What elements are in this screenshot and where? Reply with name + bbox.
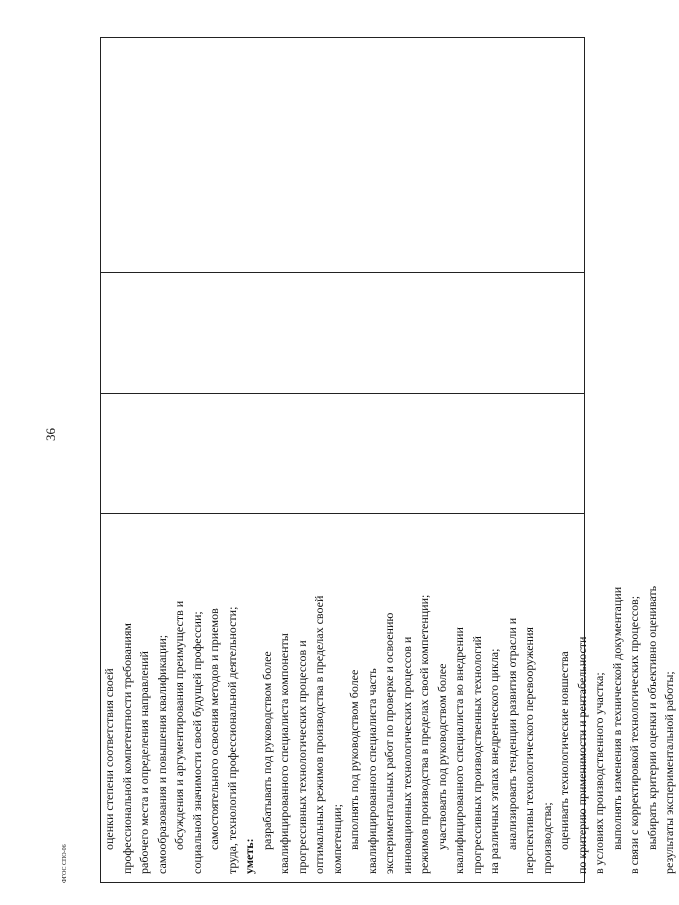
text-line: на различных этапах внедренческого цикла; xyxy=(487,648,501,874)
text-line: анализировать тенденции развития отрасли и xyxy=(504,617,519,850)
page-number: 36 xyxy=(43,428,58,441)
text-line: производства; xyxy=(539,802,554,874)
text-line: прогрессивных производственных технологий xyxy=(469,636,484,874)
text-line: квалифицированного специалиста компоненты xyxy=(277,633,291,874)
text-line: оценки степени соответствия своей xyxy=(102,668,116,850)
text-line: перспективы технологического перевооружения xyxy=(522,627,536,874)
text-line: социальной значимости своей будущей профессии; xyxy=(189,611,204,874)
footer-code: ФГОС СПО-06 xyxy=(62,844,68,883)
table-cell-3 xyxy=(100,273,585,394)
text-line: в связи с корректировкой технологических процессов; xyxy=(627,595,641,874)
text-line: в условиях производственного участка; xyxy=(592,672,606,874)
text-line: по критерию применимости и рентабельности xyxy=(574,636,589,874)
text-line: режимов производства в пределах своей компетенции; xyxy=(417,594,431,874)
text-line: уметь: xyxy=(242,838,256,874)
text-line: выполнять изменения в технической документации xyxy=(609,586,624,850)
text-line: экспериментальных работ по проверке и освоению xyxy=(382,612,396,874)
cell-text-block xyxy=(101,518,679,874)
table-cell-4 xyxy=(100,37,585,273)
text-line: разрабатывать под руководством более xyxy=(259,651,274,850)
text-line: выполнять под руководством более xyxy=(347,669,361,850)
text-line: квалифицированного специалиста часть xyxy=(364,668,379,874)
text-line: инновационных технологических процессов и xyxy=(399,636,414,874)
text-line: рабочего места и определения направлений xyxy=(137,651,151,874)
text-line: участвовать под руководством более xyxy=(434,663,449,850)
rotated-table xyxy=(100,37,676,883)
text-line: самообразования и повышения квалификации; xyxy=(154,634,169,874)
text-line: прогрессивных технологических процессов и xyxy=(294,640,309,874)
table-cell-content xyxy=(100,514,676,883)
table-cell-2 xyxy=(100,394,585,514)
text-line: оптимальных режимов производства в пределах своей xyxy=(312,595,326,874)
text-line: выбирать критерии оценки и объективно оценивать xyxy=(644,585,659,850)
text-line: оценивать технологические новшества xyxy=(557,651,571,850)
text-line: профессиональной компетентности требованиям xyxy=(119,623,134,874)
text-line: результаты экспериментальной работы; xyxy=(662,671,676,874)
text-line: компетенции; xyxy=(329,804,344,874)
text-line: труда, технологий профессиональной деятельности; xyxy=(224,606,239,874)
text-line: обсуждения и аргументирования преимуществ и xyxy=(172,600,186,850)
text-line: самостоятельного освоения методов и приемов xyxy=(207,608,221,850)
text-line: квалифицированного специалиста во внедрении xyxy=(452,627,466,874)
